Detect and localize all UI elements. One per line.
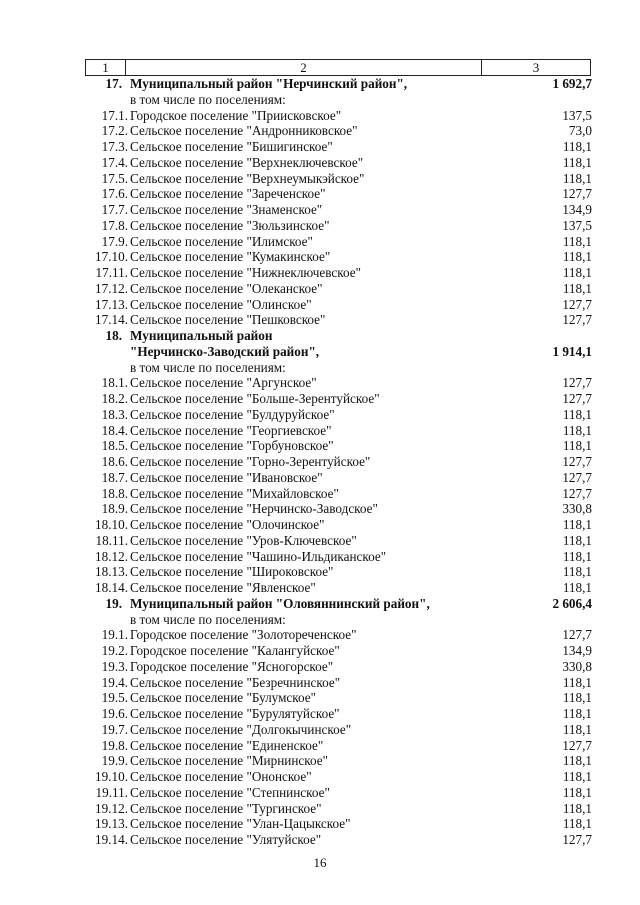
row-number: 18.6.	[101, 454, 128, 469]
row-name: Сельское поселение "Ивановское"	[130, 469, 323, 485]
row-name: Сельское поселение "Больше-Зерентуйское"	[130, 391, 380, 406]
row-value: 127,7	[562, 485, 592, 501]
row-name: Сельское поселение "Михайловское"	[130, 485, 339, 501]
row-value: 118,1	[562, 139, 592, 154]
table-row	[0, 738, 640, 754]
table-row	[0, 265, 640, 281]
row-number: 17.2.	[101, 123, 128, 139]
row-number: 18.5.	[101, 438, 128, 454]
table-row	[0, 312, 640, 328]
row-number: 19.11.	[95, 784, 128, 800]
row-name: Муниципальный район	[130, 328, 273, 343]
row-number: 17.1.	[101, 107, 128, 123]
row-number: 19.6.	[101, 706, 128, 721]
row-number: 17.	[105, 76, 122, 91]
row-name: Сельское поселение "Булдуруйское"	[130, 406, 335, 422]
row-number: 19.4.	[101, 674, 128, 690]
table-row	[0, 832, 640, 848]
row-number: 17.11.	[95, 265, 128, 280]
row-value: 118,1	[562, 233, 592, 249]
row-name: Сельское поселение "Олочинское"	[130, 517, 325, 532]
row-number: 18.4.	[101, 422, 128, 438]
row-value: 118,1	[562, 769, 592, 784]
row-name: Городское поселение "Ясногорское"	[130, 658, 334, 674]
row-number: 17.10.	[95, 249, 128, 265]
row-number: 19.5.	[101, 690, 128, 706]
table-row	[0, 108, 640, 124]
row-number: 17.5.	[101, 170, 128, 186]
table-row	[0, 423, 640, 439]
column-header-3: 3	[481, 59, 591, 76]
table-row	[0, 328, 640, 344]
table-row	[0, 564, 640, 580]
row-name: Сельское поселение "Тургинское"	[130, 800, 322, 816]
table-row	[0, 549, 640, 565]
row-name: "Нерчинско-Заводский район",	[130, 343, 320, 359]
row-value: 137,5	[562, 217, 592, 233]
row-value: 118,1	[562, 690, 592, 706]
row-value: 118,1	[562, 249, 592, 265]
row-number: 17.14.	[95, 312, 128, 328]
row-number: 18.13.	[95, 564, 128, 580]
row-name: Сельское поселение "Пешковское"	[130, 312, 326, 328]
table-row	[0, 360, 640, 376]
table-row	[0, 643, 640, 659]
row-name: Сельское поселение "Бишигинское"	[130, 139, 333, 154]
row-value: 127,7	[562, 454, 592, 469]
row-value: 330,8	[562, 658, 592, 674]
table-row	[0, 155, 640, 171]
row-name: Городское поселение "Золотореченское"	[130, 627, 357, 643]
table-row	[0, 816, 640, 832]
row-number: 17.7.	[101, 202, 128, 217]
page-number: 16	[313, 855, 327, 870]
row-name: в том числе по поселениям:	[130, 359, 286, 375]
row-number: 17.4.	[101, 154, 128, 170]
row-name: Городское поселение "Калангуйское"	[130, 643, 340, 658]
table-row	[0, 218, 640, 234]
row-number: 17.12.	[95, 280, 128, 296]
table-row	[0, 344, 640, 360]
row-value: 118,1	[562, 816, 592, 832]
row-value: 118,1	[562, 532, 592, 548]
row-number: 19.12.	[95, 800, 128, 816]
table-row	[0, 675, 640, 691]
row-number: 18.7.	[101, 469, 128, 485]
table-row	[0, 580, 640, 596]
row-name: Сельское поселение "Единенское"	[130, 737, 324, 753]
row-name: Сельское поселение "Зареченское"	[130, 186, 326, 202]
row-value: 118,1	[562, 280, 592, 296]
row-name: Сельское поселение "Долгокычинское"	[130, 721, 352, 737]
table-row	[0, 249, 640, 265]
table-row	[0, 612, 640, 628]
row-number: 19.8.	[101, 737, 128, 753]
table-row	[0, 438, 640, 454]
row-value: 127,7	[562, 627, 592, 643]
row-name: Сельское поселение "Ононское"	[130, 769, 312, 784]
row-name: Сельское поселение "Олеканское"	[130, 280, 323, 296]
row-name: Сельское поселение "Андронниковское"	[130, 123, 358, 139]
row-number: 18.1.	[101, 375, 128, 391]
row-value: 118,1	[562, 674, 592, 690]
row-number: 17.6.	[101, 186, 128, 202]
row-name: Сельское поселение "Степнинское"	[130, 784, 330, 800]
table-row	[0, 801, 640, 817]
row-number: 19.3.	[101, 658, 128, 674]
table-row	[0, 627, 640, 643]
row-name: Сельское поселение "Нерчинско-Заводское"	[130, 501, 378, 517]
row-value: 330,8	[562, 501, 592, 517]
row-value: 127,7	[562, 391, 592, 406]
row-value: 127,7	[562, 296, 592, 312]
table-row	[0, 517, 640, 533]
table-row	[0, 470, 640, 486]
row-value: 137,5	[562, 107, 592, 123]
row-value: 118,1	[562, 170, 592, 186]
row-name: Сельское поселение "Улан-Цацыкское"	[130, 816, 351, 832]
row-value: 1 692,7	[552, 76, 592, 91]
row-number: 18.14.	[95, 580, 128, 595]
row-name: Сельское поселение "Бурулятуйское"	[130, 706, 340, 721]
row-number: 19.	[105, 595, 122, 611]
table-row	[0, 501, 640, 517]
row-name: Городское поселение "Приисковское"	[130, 107, 342, 123]
row-value: 1 914,1	[552, 343, 592, 359]
row-value: 118,1	[562, 548, 592, 564]
row-value: 127,7	[562, 186, 592, 202]
row-number: 17.8.	[101, 217, 128, 233]
table-row	[0, 454, 640, 470]
column-header-2: 2	[125, 59, 482, 76]
row-value: 118,1	[562, 154, 592, 170]
row-name: Сельское поселение "Аргунское"	[130, 375, 317, 391]
row-value: 118,1	[562, 265, 592, 280]
row-value: 73,0	[568, 123, 592, 139]
row-value: 118,1	[562, 406, 592, 422]
row-name: Муниципальный район "Нерчинский район",	[130, 76, 408, 91]
row-name: Сельское поселение "Безречнинское"	[130, 674, 341, 690]
row-number: 18.8.	[101, 485, 128, 501]
table-row	[0, 123, 640, 139]
table-row	[0, 706, 640, 722]
row-name: Сельское поселение "Зюльзинское"	[130, 217, 330, 233]
row-number: 18.3.	[101, 406, 128, 422]
row-number: 18.10.	[95, 517, 128, 532]
row-name: Сельское поселение "Олинское"	[130, 296, 312, 312]
row-name: Сельское поселение "Широковское"	[130, 564, 334, 580]
row-name: Сельское поселение "Горбуновское"	[130, 438, 334, 454]
row-number: 17.9.	[101, 233, 128, 249]
row-number: 18.2.	[101, 391, 128, 406]
table-row	[0, 171, 640, 187]
row-number: 19.7.	[101, 721, 128, 737]
row-name: Сельское поселение "Верхнеумыкэйское"	[130, 170, 365, 186]
row-name: Сельское поселение "Илимское"	[130, 233, 313, 249]
row-name: Сельское поселение "Знаменское"	[130, 202, 323, 217]
table-row	[0, 375, 640, 391]
row-value: 2 606,4	[552, 595, 592, 611]
row-number: 18.	[105, 328, 122, 343]
row-value: 118,1	[562, 784, 592, 800]
table-row	[0, 785, 640, 801]
table-row	[0, 139, 640, 155]
row-number: 17.13.	[95, 296, 128, 312]
row-number: 19.10.	[95, 769, 128, 784]
table-row	[0, 769, 640, 785]
row-value: 127,7	[562, 737, 592, 753]
row-name: Сельское поселение "Нижнеключевское"	[130, 265, 361, 280]
row-value: 118,1	[562, 564, 592, 580]
row-name: Муниципальный район "Оловяннинский район",	[130, 595, 430, 611]
row-value: 127,7	[562, 832, 592, 847]
table-row	[0, 297, 640, 313]
column-header-1: 1	[85, 59, 126, 76]
row-name: Сельское поселение "Чашино-Ильдиканское"	[130, 548, 387, 564]
table-row	[0, 186, 640, 202]
row-number: 19.14.	[95, 832, 128, 847]
table-row	[0, 76, 640, 92]
row-value: 127,7	[562, 312, 592, 328]
row-value: 127,7	[562, 469, 592, 485]
row-value: 134,9	[562, 643, 592, 658]
row-name: Сельское поселение "Улятуйское"	[130, 832, 322, 847]
row-value: 118,1	[562, 438, 592, 454]
row-number: 18.11.	[95, 532, 128, 548]
row-value: 118,1	[562, 753, 592, 769]
table-row	[0, 391, 640, 407]
table-row	[0, 234, 640, 250]
table-row	[0, 281, 640, 297]
table-row	[0, 533, 640, 549]
table-row	[0, 486, 640, 502]
row-number: 19.2.	[101, 643, 128, 658]
row-name: Сельское поселение "Явленское"	[130, 580, 316, 595]
row-value: 118,1	[562, 580, 592, 595]
row-value: 118,1	[562, 800, 592, 816]
row-value: 118,1	[562, 721, 592, 737]
row-name: Сельское поселение "Уров-Ключевское"	[130, 532, 357, 548]
row-number: 19.1.	[101, 627, 128, 643]
table-row	[0, 753, 640, 769]
table-row	[0, 407, 640, 423]
row-number: 18.12.	[95, 548, 128, 564]
table-row	[0, 92, 640, 108]
table-row	[0, 690, 640, 706]
row-value: 127,7	[562, 375, 592, 391]
table-row	[0, 722, 640, 738]
row-number: 19.9.	[101, 753, 128, 769]
row-value: 134,9	[562, 202, 592, 217]
row-name: Сельское поселение "Георгиевское"	[130, 422, 332, 438]
row-name: Сельское поселение "Кумакинское"	[130, 249, 331, 265]
table-body	[0, 76, 640, 848]
row-name: Сельское поселение "Горно-Зерентуйское"	[130, 454, 371, 469]
row-number: 19.13.	[95, 816, 128, 832]
row-name: в том числе по поселениям:	[130, 91, 286, 107]
row-number: 17.3.	[101, 139, 128, 154]
row-name: Сельское поселение "Мирнинское"	[130, 753, 328, 769]
row-value: 118,1	[562, 706, 592, 721]
table-row	[0, 202, 640, 218]
row-name: в том числе по поселениям:	[130, 611, 286, 627]
row-value: 118,1	[562, 422, 592, 438]
table-row	[0, 596, 640, 612]
row-number: 18.9.	[101, 501, 128, 517]
row-name: Сельское поселение "Булумское"	[130, 690, 317, 706]
row-value: 118,1	[562, 517, 592, 532]
row-name: Сельское поселение "Верхнеключевское"	[130, 154, 364, 170]
table-row	[0, 659, 640, 675]
